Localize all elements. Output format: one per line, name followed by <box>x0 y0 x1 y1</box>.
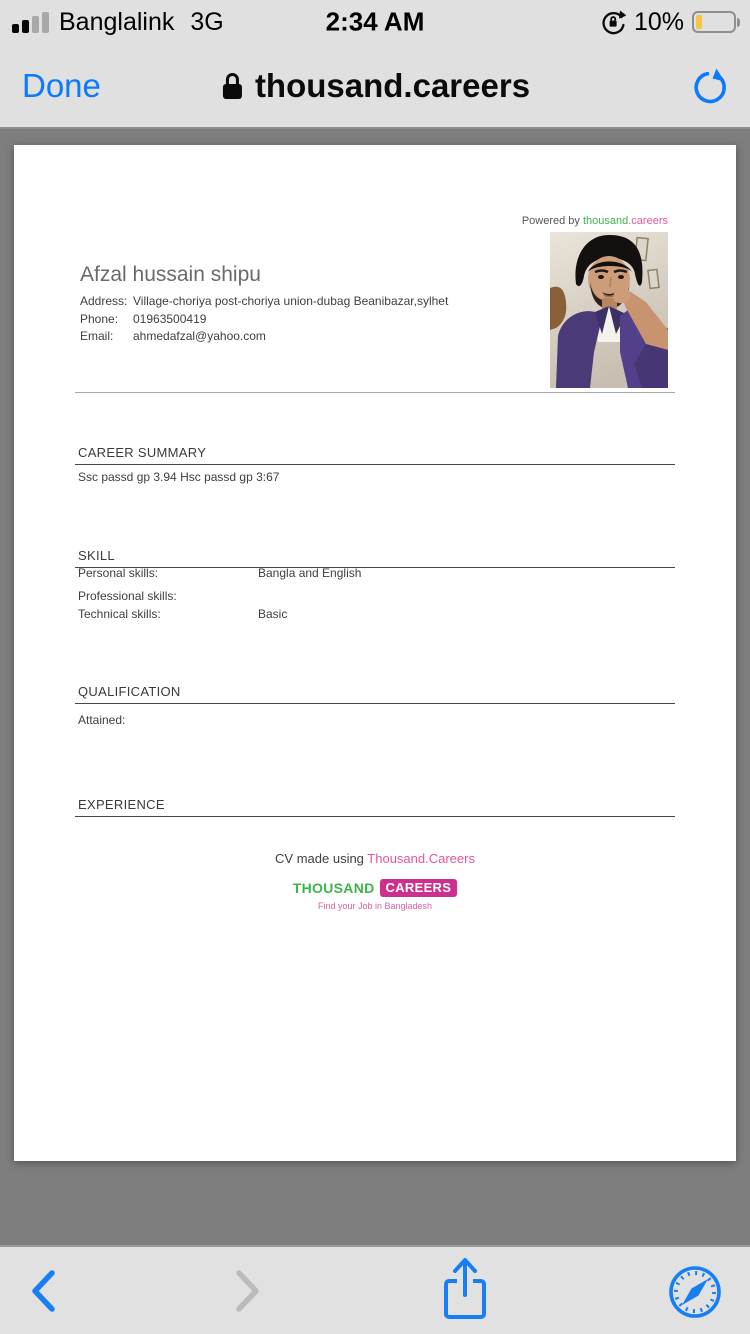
email-label: Email: <box>80 329 114 343</box>
safari-compass-button[interactable] <box>667 1264 723 1320</box>
share-icon <box>437 1255 493 1325</box>
cell-signal-icon <box>12 12 49 33</box>
battery-percent: 10% <box>633 7 684 36</box>
url-bar[interactable] <box>220 67 530 105</box>
career-summary-text: Ssc passd gp 3.94 Hsc passd gp 3:67 <box>78 470 280 484</box>
skill-row-professional <box>78 589 258 603</box>
share-button[interactable] <box>437 1255 493 1325</box>
status-bar <box>0 0 750 44</box>
refresh-button[interactable] <box>688 64 732 108</box>
header-divider <box>75 392 675 393</box>
carrier-label: Banglalink <box>59 7 175 36</box>
career-summary-heading: CAREER SUMMARY <box>75 445 675 465</box>
skill-heading: SKILL <box>75 548 675 568</box>
pdf-viewer[interactable] <box>0 131 750 1245</box>
profile-photo <box>550 232 668 388</box>
https-lock-icon <box>220 71 245 101</box>
made-with-prefix: CV made using <box>275 851 368 866</box>
phone-label: Phone: <box>80 311 119 326</box>
profile-photo-illustration <box>550 232 668 388</box>
network-type-label: 3G <box>190 7 224 36</box>
contact-row-address <box>80 293 448 311</box>
logo-careers-badge: CAREERS <box>380 879 458 897</box>
forward-chevron-icon <box>229 1268 265 1314</box>
logo-thousand-text: THOUSAND <box>292 880 375 896</box>
safari-toolbar <box>0 1245 750 1334</box>
personal-skills-label: Personal skills: <box>78 566 159 580</box>
contact-row-email <box>80 328 448 346</box>
email-value: ahmedafzal@yahoo.com <box>133 329 266 343</box>
address-value: Village-choriya post-choriya union-dubag Beanibazar,sylhet <box>133 294 449 308</box>
safari-nav-bar <box>0 44 750 129</box>
contact-info <box>80 293 448 346</box>
cv-page <box>14 145 736 1161</box>
thousand-careers-logo <box>14 879 736 911</box>
back-chevron-icon <box>26 1268 62 1314</box>
candidate-name: Afzal hussain shipu <box>80 263 261 286</box>
url-text: thousand.careers <box>254 66 531 104</box>
technical-skills-value: Basic <box>258 607 288 621</box>
qualification-attained: Attained: <box>78 713 126 727</box>
rotation-lock-icon <box>600 9 626 35</box>
forward-button[interactable] <box>229 1268 265 1314</box>
professional-skills-label: Professional skills: <box>78 589 177 603</box>
made-with-brand: Thousand.Careers <box>367 851 475 866</box>
skill-row-technical <box>78 607 287 621</box>
battery-icon <box>692 11 740 33</box>
compass-icon <box>667 1264 723 1320</box>
back-button[interactable] <box>26 1268 62 1314</box>
contact-row-phone <box>80 311 448 329</box>
phone-value: 01963500419 <box>133 311 207 326</box>
powered-by-prefix: Powered by <box>521 215 583 227</box>
made-with-line <box>14 851 736 866</box>
experience-heading: EXPERIENCE <box>75 797 675 817</box>
done-button[interactable]: Done <box>22 66 101 104</box>
technical-skills-label: Technical skills: <box>78 607 161 621</box>
powered-by-brand-pink: .careers <box>628 215 668 227</box>
qualification-heading: QUALIFICATION <box>75 684 675 704</box>
powered-by-brand-green: thousand <box>582 215 629 227</box>
address-label: Address: <box>80 294 128 308</box>
logo-tagline: Find your Job in Bangladesh <box>317 901 433 911</box>
personal-skills-value: Bangla and English <box>258 566 362 580</box>
clock: 2:34 AM <box>325 6 425 37</box>
skill-row-personal <box>78 566 361 580</box>
powered-by-line <box>522 215 668 227</box>
